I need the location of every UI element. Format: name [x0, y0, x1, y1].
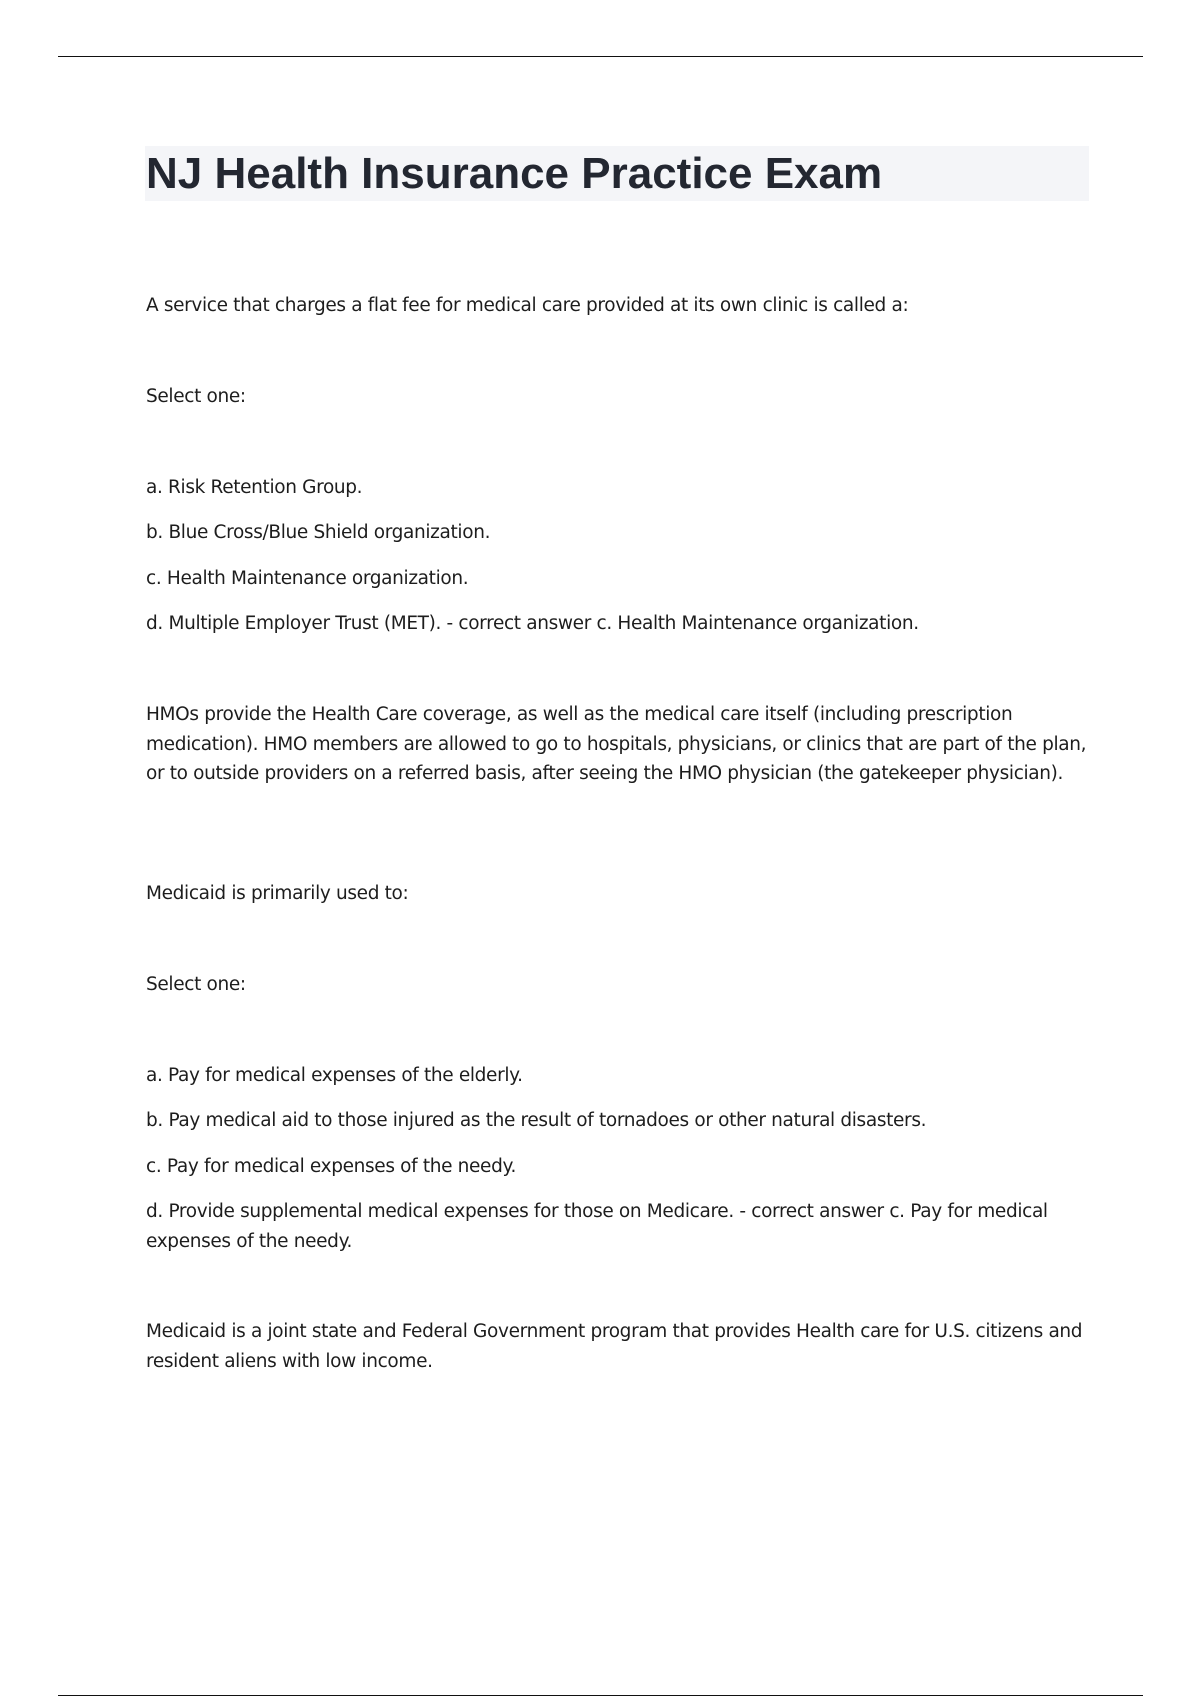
question-2-instruction: Select one: [146, 974, 246, 995]
question-1-option-d: d. Multiple Employer Trust (MET). - correct answer c. Health Maintenance organization. [146, 613, 919, 634]
question-1-explanation: HMOs provide the Health Care coverage, as well as the medical care itself (including prescription medication). HMO members are allowed to go to hospitals, physicians, or clinics that are part of the plan, or to outside providers on a referred basis, after seeing the HMO physician (the gatekeeper physician). [146, 704, 1087, 784]
question-2-explanation: Medicaid is a joint state and Federal Government program that provides Health care for U.S. citizens and resident aliens with low income. [146, 1321, 1083, 1372]
question-2-prompt: Medicaid is primarily used to: [146, 883, 409, 904]
question-1-option-b: b. Blue Cross/Blue Shield organization. [146, 522, 491, 543]
question-1-instruction: Select one: [146, 386, 246, 407]
question-2-option-a: a. Pay for medical expenses of the elderly. [146, 1065, 523, 1086]
footer-rule [58, 1695, 1143, 1696]
question-1-option-c: c. Health Maintenance organization. [146, 568, 469, 589]
page-title: NJ Health Insurance Practice Exam [146, 149, 883, 198]
header-rule [58, 56, 1143, 57]
question-2-option-c: c. Pay for medical expenses of the needy. [146, 1156, 516, 1177]
question-2-option-d: d. Provide supplemental medical expenses for those on Medicare. - correct answer c. Pay for medical expenses of the needy. [146, 1201, 1048, 1252]
question-1-option-a: a. Risk Retention Group. [146, 477, 363, 498]
question-1-prompt: A service that charges a flat fee for medical care provided at its own clinic is called a: [146, 295, 909, 316]
question-2-option-b: b. Pay medical aid to those injured as the result of tornadoes or other natural disasters. [146, 1110, 927, 1131]
